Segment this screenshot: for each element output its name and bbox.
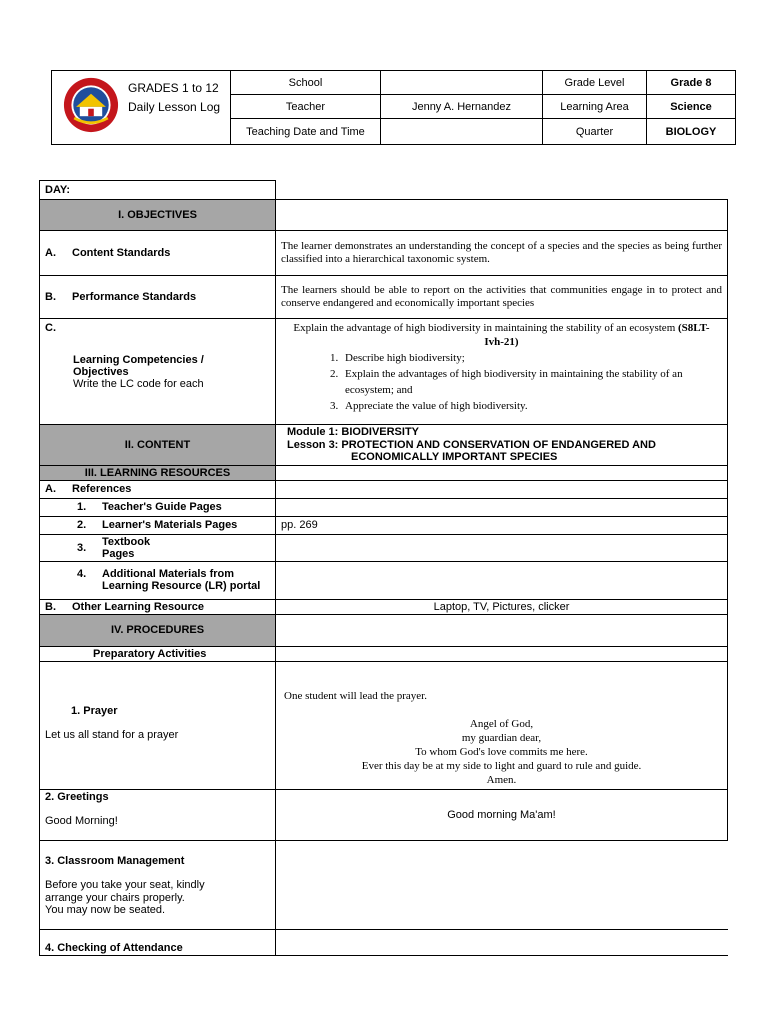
prayer-instruction: Let us all stand for a prayer — [45, 728, 179, 741]
school-value — [381, 71, 543, 95]
quarter-value: BIOLOGY — [647, 119, 736, 145]
references-label: References — [72, 483, 132, 495]
classroom-management-row-label — [40, 840, 276, 929]
content-lesson-line1: Lesson 3: PROTECTION AND CONSERVATION OF ENDANGERED AND — [287, 438, 656, 451]
references-row-label — [40, 480, 276, 498]
grades-range: GRADES 1 to 12 — [128, 81, 219, 95]
resource-item-text: Teacher's Guide Pages — [102, 501, 222, 513]
teacher-value: Jenny A. Hernandez — [381, 95, 543, 119]
day-label: DAY: — [40, 181, 276, 200]
content-standards-label: Content Standards — [72, 247, 171, 259]
prayer-line: Amen. — [486, 773, 517, 786]
resource-item-num: 1. — [77, 501, 87, 513]
resource-item-value: pp. 269 — [276, 516, 728, 534]
performance-prefix: B. — [45, 291, 56, 303]
content-standards-row-label — [40, 231, 276, 276]
prayer-line: my guardian dear, — [461, 731, 542, 744]
learning-resources-value — [276, 465, 728, 480]
classroom-text-2: You may now be seated. — [45, 904, 166, 916]
lc-objectives-list — [281, 350, 722, 414]
performance-standards-row-label — [40, 276, 276, 319]
lc-note: Write the LC code for each — [73, 378, 204, 390]
learning-resources-heading: III. LEARNING RESOURCES — [40, 465, 276, 480]
lc-objective-item: 3. Appreciate the value of high biodiversity. — [341, 398, 722, 414]
prayer-line: Angel of God, — [469, 717, 534, 730]
resource-item-text: Additional Materials from Learning Resource (LR) portal — [102, 568, 261, 592]
lesson-plan-table — [39, 180, 728, 956]
content-text — [276, 425, 728, 466]
deped-school-seal-icon — [63, 77, 119, 133]
content-standards-prefix: A. — [45, 247, 56, 259]
lc-objective-item: 2. Explain the advantages of high biodiversity in maintaining the stability of an ecosystem; and — [341, 366, 722, 398]
other-resource-label: Other Learning Resource — [72, 600, 205, 613]
prayer-lead: One student will lead the prayer. — [284, 689, 427, 702]
prayer-line: To whom God's love commits me here. — [415, 745, 588, 758]
quarter-label: Quarter — [543, 119, 647, 145]
preparatory-activities: Preparatory Activities — [40, 646, 276, 661]
date-value — [381, 119, 543, 145]
prayer-verse — [281, 717, 722, 787]
grade-level-label: Grade Level — [543, 71, 647, 95]
resource-item-value — [276, 561, 728, 599]
lc-code: (S8LT-Ivh-21) — [484, 322, 710, 348]
objectives-heading: I. OBJECTIVES — [40, 200, 276, 231]
other-resource-prefix: B. — [45, 600, 56, 613]
attendance-value — [276, 929, 728, 955]
other-resource-value: Laptop, TV, Pictures, clicker — [276, 599, 728, 614]
day-value — [276, 181, 728, 200]
references-value — [276, 480, 728, 498]
attendance-title: 4. Checking of Attendance — [40, 929, 276, 955]
performance-label: Performance Standards — [72, 291, 197, 303]
teacher-label: Teacher — [231, 95, 381, 119]
grade-level-value: Grade 8 — [647, 71, 736, 95]
lesson-log-header — [51, 70, 736, 145]
resource-item-num: 4. — [77, 568, 87, 580]
learning-area-value: Science — [647, 95, 736, 119]
greetings-row-label — [40, 789, 276, 840]
references-prefix: A. — [45, 483, 56, 495]
school-label: School — [231, 71, 381, 95]
resource-item-label — [40, 534, 276, 561]
prayer-line: Ever this day be at my side to light and guard to rule and guide. — [361, 759, 642, 772]
resource-item-num: 2. — [77, 519, 87, 531]
greetings-teacher: Good Morning! — [45, 814, 118, 827]
resource-item-label — [40, 498, 276, 516]
prayer-text — [276, 661, 728, 789]
lc-label: Learning Competencies / Objectives — [73, 354, 204, 378]
learning-area-label: Learning Area — [543, 95, 647, 119]
performance-standards-text: The learners should be able to report on the activities that communities engage in to protect and conserve endangered and economically important species — [276, 276, 728, 319]
header-logo-cell — [52, 71, 231, 145]
content-heading: II. CONTENT — [40, 425, 276, 466]
resource-item-value — [276, 498, 728, 516]
resource-item-label — [40, 516, 276, 534]
resource-item-text: Learner's Materials Pages — [102, 519, 238, 531]
preparatory-activities-value — [276, 646, 728, 661]
procedures-heading-value — [276, 614, 728, 646]
lc-objective-item: 1. Describe high biodiversity; — [341, 350, 722, 366]
resource-item-text: Textbook Pages — [102, 535, 151, 560]
greetings-response: Good morning Ma'am! — [276, 789, 728, 840]
lc-main — [281, 321, 722, 349]
learning-competencies-row-label — [40, 319, 276, 425]
resource-item-label — [40, 561, 276, 599]
prayer-title: 1. Prayer — [71, 704, 118, 717]
objectives-heading-value — [276, 200, 728, 231]
resource-item-value — [276, 534, 728, 561]
prayer-row-label — [40, 661, 276, 789]
content-standards-text: The learner demonstrates an understanding the concept of a species and the species as being further classified into a hierarchical taxonomic system. — [276, 231, 728, 276]
greetings-title: 2. Greetings — [45, 790, 109, 803]
classroom-management-value — [276, 840, 728, 929]
content-module: Module 1: BIODIVERSITY — [287, 426, 420, 438]
classroom-title: 3. Classroom Management — [45, 854, 185, 867]
other-resource-row-label — [40, 599, 276, 614]
log-type: Daily Lesson Log — [128, 100, 221, 114]
content-lesson-line2: ECONOMICALLY IMPORTANT SPECIES — [351, 451, 558, 463]
classroom-text: Before you take your seat, kindly arrange your chairs properly. — [45, 879, 205, 904]
procedures-heading: IV. PROCEDURES — [40, 614, 276, 646]
lc-prefix: C. — [45, 322, 56, 334]
resource-item-num: 3. — [77, 541, 87, 554]
lc-main-text: Explain the advantage of high biodiversity in maintaining the stability of an ecosystem — [293, 322, 676, 334]
date-label: Teaching Date and Time — [231, 119, 381, 145]
learning-competencies-text — [276, 319, 728, 425]
